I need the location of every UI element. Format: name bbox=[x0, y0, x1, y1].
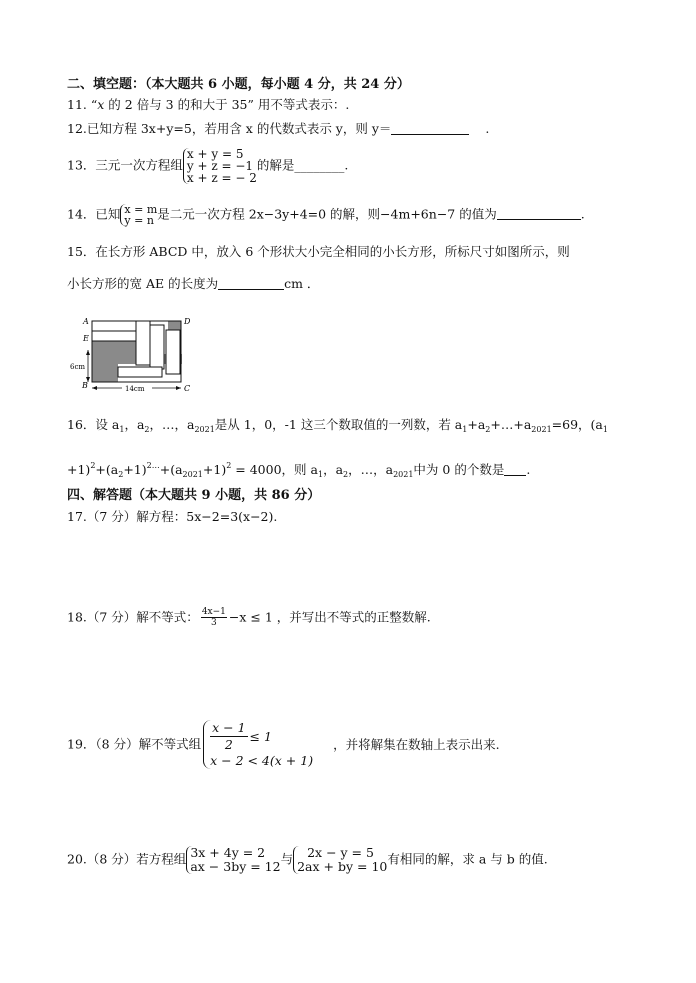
shaded-corner bbox=[168, 321, 181, 330]
question-15-line-2: 小长方形的宽 AE 的长度为 cm ． bbox=[67, 276, 320, 291]
inequality-system: $\frac{x - 1}{2}$ ≤ 1 x − 2 < 4(x + 1) bbox=[203, 720, 313, 769]
question-17: 17.（7 分）解方程：5x−2=3(x−2). bbox=[67, 509, 278, 524]
label-6cm: 6cm bbox=[70, 363, 86, 371]
question-16-line-2: $+1)^2+(a_2+1)^{2\dots}+(a_{2021}+1)^2 = 4000$，则 $a_1$，$a_2$，…，$a_{2021}$中为 0 的个数是 . bbox=[67, 461, 531, 479]
small-rect-5 bbox=[166, 330, 180, 374]
question-16-line-1: 16．设 $a_1$，$a_2$，…，$a_{2021}$是从 1，0，-1 这三个数取值的一列数，若 $a_1+a_2+\dots+a_{2021}=69$，($a_1$ bbox=[67, 417, 608, 434]
small-rect-1 bbox=[92, 321, 136, 331]
section-4-heading: 四、解答题（本大题共 9 小题，共 86 分） bbox=[67, 488, 321, 503]
rectangle-figure bbox=[70, 310, 200, 396]
small-rect-6 bbox=[118, 367, 162, 377]
answer-blank bbox=[504, 463, 526, 476]
question-12: 12.已知方程 3x+y=5，若用含 x 的代数式表示 y，则 y＝ . bbox=[67, 121, 490, 136]
label-E: E bbox=[83, 334, 89, 343]
label-14cm: 14cm bbox=[125, 385, 145, 393]
small-rect-4 bbox=[150, 325, 164, 369]
equation-system-1: 3x + 4y = 2 ax − 3by = 12 bbox=[186, 846, 280, 874]
question-19: 19．（8 分）解不等式组 $\frac{x - 1}{2}$ ≤ 1 x − 2 < 4(x + 1) ，并将解集在数轴上表示出来. bbox=[67, 720, 500, 768]
section-2-heading: 二、填空题：（本大题共 6 小题，每小题 4 分，共 24 分） bbox=[67, 77, 410, 92]
fraction: $\frac{4x-1}{3}$ bbox=[201, 607, 226, 628]
question-11: 11. “x 的 2 倍与 3 的和大于 35” 用不等式表示：. bbox=[67, 97, 350, 112]
small-rect-2 bbox=[92, 331, 136, 341]
equation-system: x + y = 5 y + z = −1 x + z = − 2 bbox=[183, 148, 257, 184]
small-rect-3 bbox=[136, 321, 150, 365]
question-18: 18.（7 分）解不等式： $\frac{4x-1}{3}$ −x ≤ 1 ，并写出不等式的正整数解. bbox=[67, 607, 431, 628]
question-15-line-1: 15．在长方形 ABCD 中，放入 6 个形状大小完全相同的小长方形，所标尺寸如图所示，则 bbox=[67, 244, 570, 259]
label-D: D bbox=[184, 317, 191, 326]
answer-blank bbox=[391, 122, 469, 135]
question-14: 14．已知 x = m y = n 是二元一次方程 2x−3y+4=0 的解，则−4m+6n−7 的值为 . bbox=[67, 202, 585, 227]
answer-blank bbox=[497, 207, 581, 220]
equation-system: x = m y = n bbox=[120, 204, 157, 226]
label-C: C bbox=[184, 384, 191, 393]
question-13: 13．三元一次方程组 x + y = 5 y + z = −1 x + z = − 2 的解是________. bbox=[67, 146, 349, 185]
question-20: 20.（8 分）若方程组 3x + 4y = 2 ax − 3by = 12 与 2x − y = 5 2ax + by = 10 有相同的解，求 a 与 b 的值. bbox=[67, 844, 548, 874]
answer-blank: ________ bbox=[294, 157, 345, 173]
label-A: A bbox=[83, 317, 89, 326]
label-B: B bbox=[82, 381, 88, 390]
answer-blank bbox=[218, 277, 284, 290]
equation-system-2: 2x − y = 5 2ax + by = 10 bbox=[293, 846, 387, 874]
